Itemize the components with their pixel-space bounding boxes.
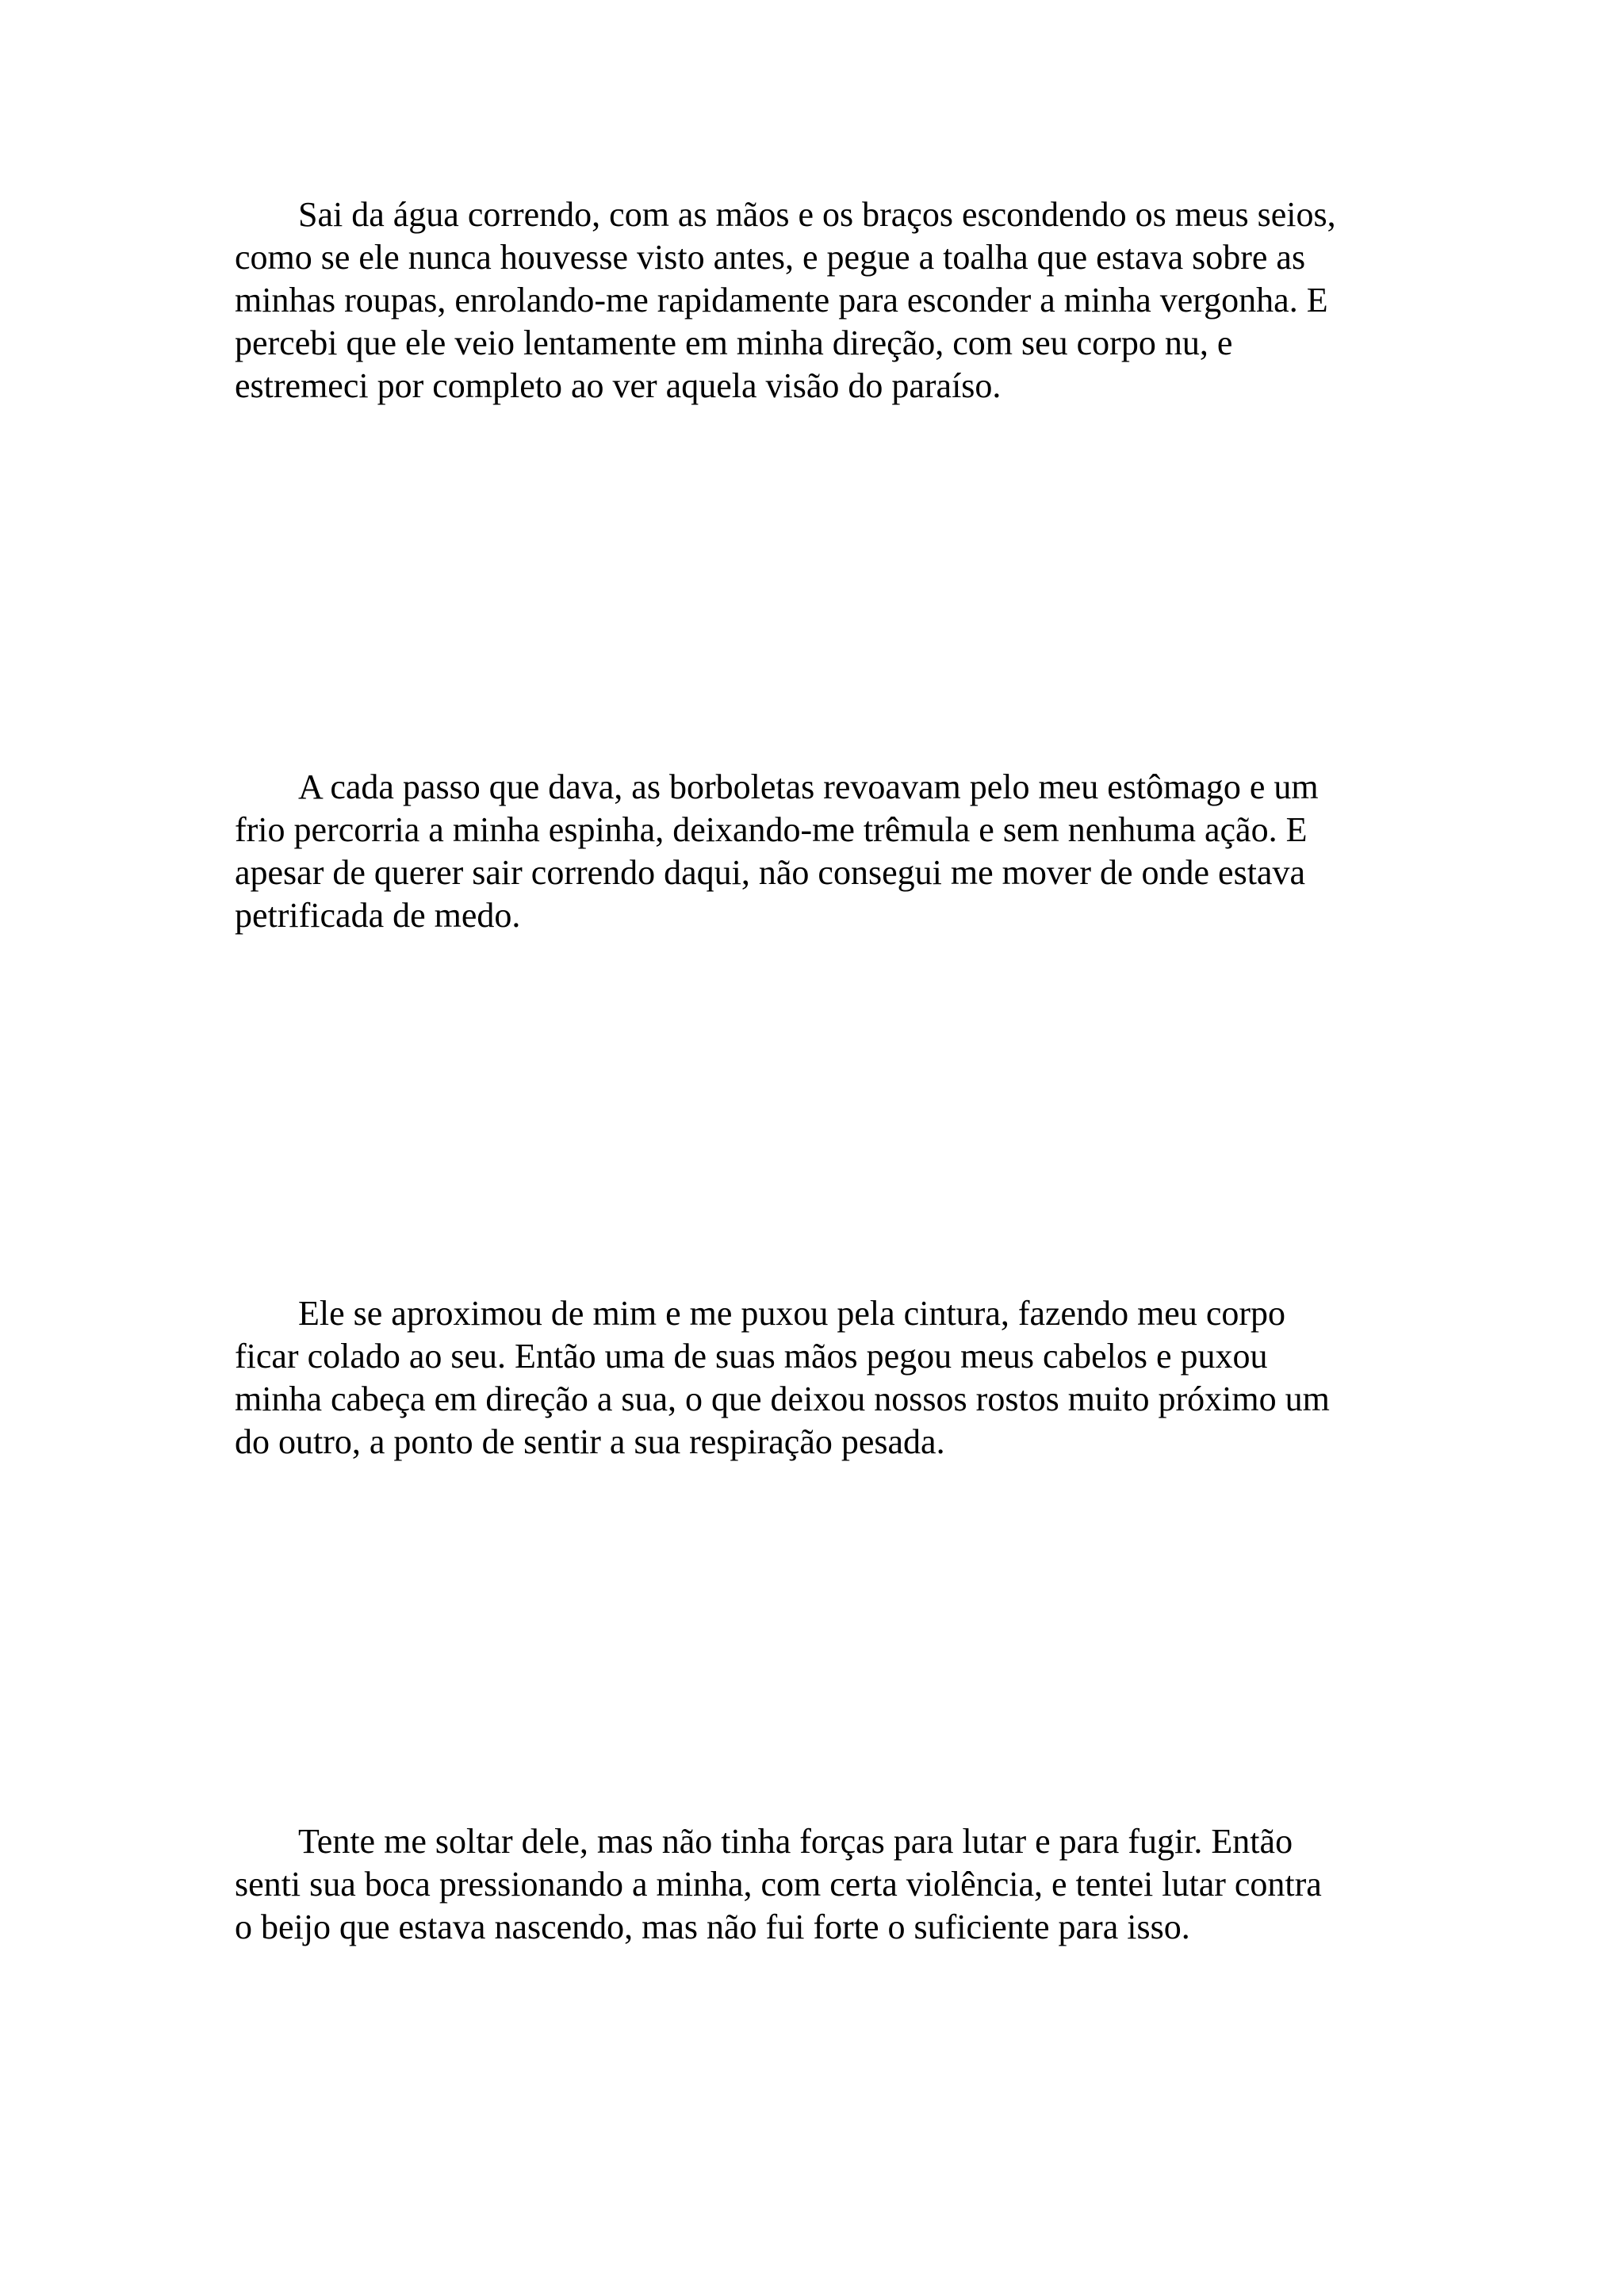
paragraph-line: minhas roupas, enrolando-me rapidamente para esconder a minha vergonha. E	[235, 281, 1328, 320]
paragraph-1	[235, 193, 1424, 408]
paragraph-line: A cada passo que dava, as borboletas revoavam pelo meu estômago e um	[298, 767, 1319, 806]
paragraph-4	[235, 1820, 1424, 1949]
paragraph-line: senti sua boca pressionando a minha, com certa violência, e tentei lutar contra	[235, 1865, 1322, 1904]
paragraph-3	[235, 1292, 1424, 1464]
paragraph-line: apesar de querer sair correndo daqui, não consegui me mover de onde estava	[235, 853, 1305, 892]
paragraph-line: do outro, a ponto de sentir a sua respiração pesada.	[235, 1422, 945, 1461]
paragraph-line: Sai da água correndo, com as mãos e os braços escondendo os meus seios,	[298, 195, 1336, 234]
paragraph-line: petrificada de medo.	[235, 896, 521, 935]
paragraph-line: ficar colado ao seu. Então uma de suas mãos pegou meus cabelos e puxou	[235, 1337, 1268, 1376]
paragraph-line: Ele se aproximou de mim e me puxou pela cintura, fazendo meu corpo	[298, 1294, 1286, 1333]
paragraph-line: minha cabeça em direção a sua, o que deixou nossos rostos muito próximo um	[235, 1380, 1330, 1418]
paragraph-2	[235, 766, 1424, 937]
paragraph-line: Tente me soltar dele, mas não tinha forças para lutar e para fugir. Então	[298, 1822, 1293, 1861]
paragraph-line: estremeci por completo ao ver aquela visão do paraíso.	[235, 366, 1002, 405]
paragraph-line: percebi que ele veio lentamente em minha direção, com seu corpo nu, e	[235, 323, 1233, 362]
paragraph-line: o beijo que estava nascendo, mas não fui forte o suficiente para isso.	[235, 1908, 1190, 1946]
paragraph-line: frio percorria a minha espinha, deixando-me trêmula e sem nenhuma ação. E	[235, 810, 1308, 849]
paragraph-line: como se ele nunca houvesse visto antes, e pegue a toalha que estava sobre as	[235, 238, 1306, 277]
